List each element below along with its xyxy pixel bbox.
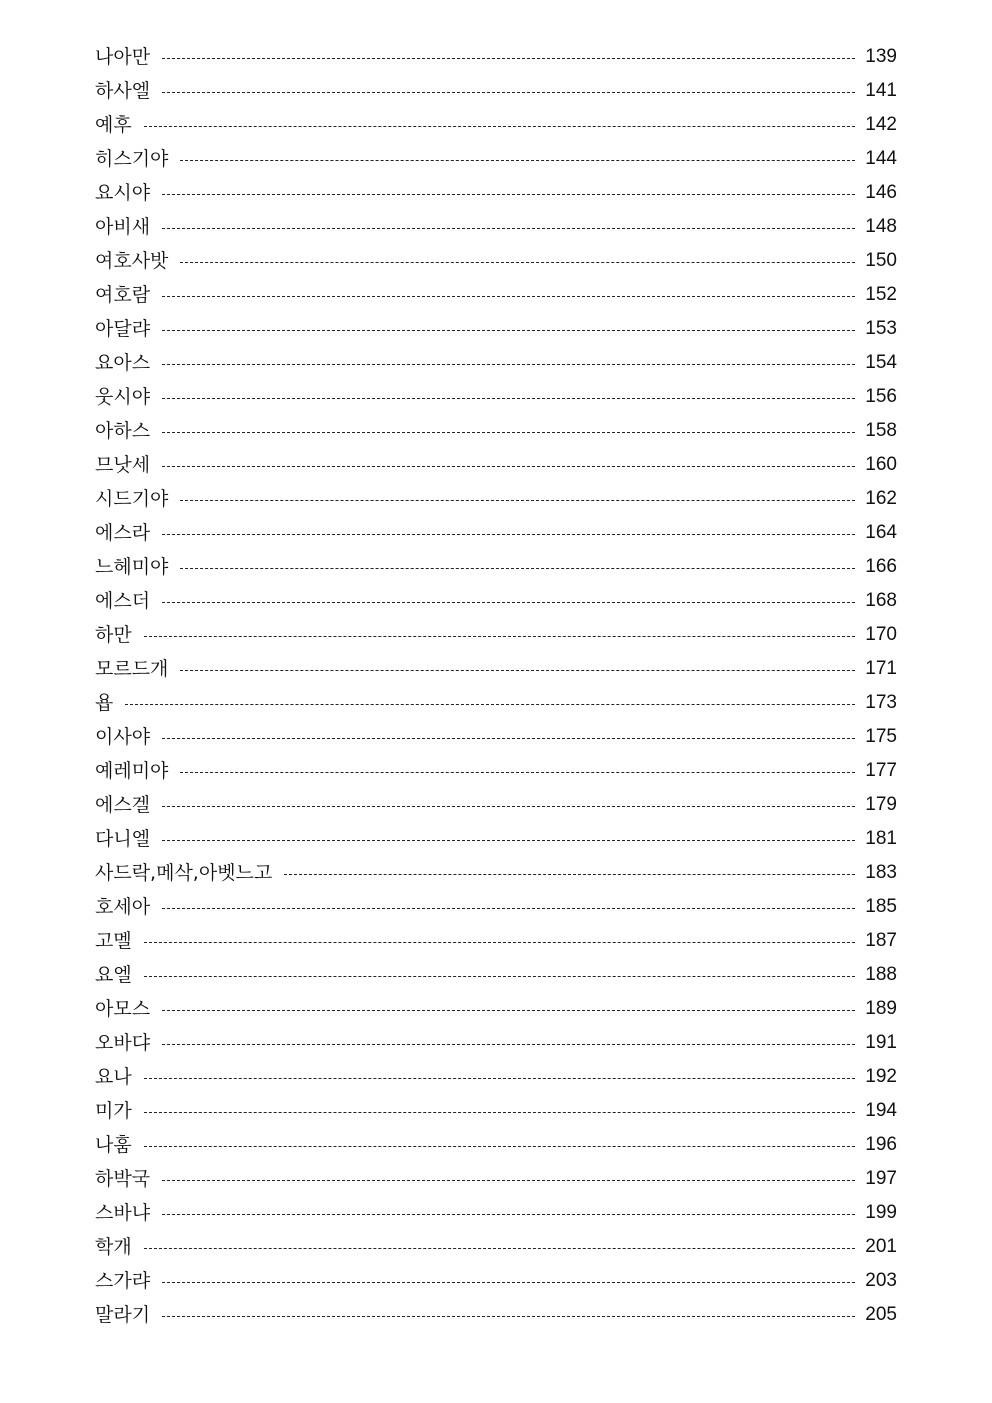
dotted-leader [162, 1282, 855, 1283]
toc-entry-page-number: 156 [865, 386, 897, 407]
toc-entry-page-number: 144 [865, 148, 897, 169]
toc-entry-title: 나아만 [95, 46, 151, 68]
dotted-leader [180, 262, 855, 263]
toc-entry[interactable] [95, 822, 897, 856]
toc-entry-page-number: 173 [865, 692, 897, 713]
dotted-leader [284, 874, 855, 875]
toc-entry[interactable] [95, 618, 897, 652]
dotted-leader [162, 1044, 855, 1045]
toc-entry-title: 에스더 [95, 590, 151, 612]
dotted-leader [144, 1248, 856, 1249]
toc-entry-title: 스바냐 [95, 1202, 151, 1224]
toc-entry[interactable] [95, 924, 897, 958]
toc-entry-title: 에스겔 [95, 794, 151, 816]
toc-entry[interactable] [95, 414, 897, 448]
toc-entry-title: 사드락,메삭,아벳느고 [95, 862, 273, 884]
dotted-leader [162, 296, 855, 297]
toc-entry[interactable] [95, 1026, 897, 1060]
toc-entry-title: 여호사밧 [95, 250, 169, 272]
toc-entry[interactable] [95, 1264, 897, 1298]
toc-entry-title: 히스기야 [95, 148, 169, 170]
toc-entry-title: 나훔 [95, 1134, 132, 1156]
toc-entry-page-number: 162 [865, 488, 897, 509]
dotted-leader [144, 126, 856, 127]
toc-entry[interactable] [95, 1060, 897, 1094]
dotted-leader [180, 670, 855, 671]
toc-entry[interactable] [95, 142, 897, 176]
toc-entry-title: 미가 [95, 1100, 132, 1122]
toc-entry[interactable] [95, 1128, 897, 1162]
toc-entry-page-number: 203 [865, 1270, 897, 1291]
toc-entry-page-number: 160 [865, 454, 897, 475]
toc-entry-page-number: 171 [865, 658, 897, 679]
dotted-leader [162, 1316, 855, 1317]
toc-entry[interactable] [95, 584, 897, 618]
toc-entry-title: 이사야 [95, 726, 151, 748]
toc-entry[interactable] [95, 380, 897, 414]
toc-entry[interactable] [95, 108, 897, 142]
toc-entry-title: 고멜 [95, 930, 132, 952]
toc-entry[interactable] [95, 1162, 897, 1196]
toc-entry-title: 시드기야 [95, 488, 169, 510]
toc-entry-page-number: 181 [865, 828, 897, 849]
toc-entry-page-number: 188 [865, 964, 897, 985]
toc-entry-page-number: 142 [865, 114, 897, 135]
toc-entry-title: 하사엘 [95, 80, 151, 102]
dotted-leader [162, 58, 855, 59]
toc-entry[interactable] [95, 550, 897, 584]
toc-entry-title: 아비새 [95, 216, 151, 238]
toc-entry-title: 요아스 [95, 352, 151, 374]
toc-entry-page-number: 150 [865, 250, 897, 271]
dotted-leader [162, 602, 855, 603]
toc-entry[interactable] [95, 788, 897, 822]
toc-entry[interactable] [95, 448, 897, 482]
dotted-leader [162, 92, 855, 93]
toc-entry-title: 말라기 [95, 1304, 151, 1326]
toc-entry-page-number: 170 [865, 624, 897, 645]
toc-entry-page-number: 194 [865, 1100, 897, 1121]
toc-entry-title: 요나 [95, 1066, 132, 1088]
toc-entry[interactable] [95, 278, 897, 312]
toc-entry-page-number: 139 [865, 46, 897, 67]
toc-entry[interactable] [95, 516, 897, 550]
toc-entry[interactable] [95, 40, 897, 74]
dotted-leader [144, 1078, 856, 1079]
toc-entry-title: 예후 [95, 114, 132, 136]
toc-entry[interactable] [95, 346, 897, 380]
toc-entry-page-number: 154 [865, 352, 897, 373]
toc-entry-title: 므낫세 [95, 454, 151, 476]
toc-entry-title: 에스라 [95, 522, 151, 544]
dotted-leader [144, 636, 856, 637]
toc-entry-title: 하박국 [95, 1168, 151, 1190]
toc-entry-title: 욥 [95, 692, 114, 714]
toc-entry-page-number: 166 [865, 556, 897, 577]
dotted-leader [162, 228, 855, 229]
toc-entry[interactable] [95, 856, 897, 890]
toc-entry[interactable] [95, 890, 897, 924]
toc-entry-page-number: 183 [865, 862, 897, 883]
dotted-leader [162, 806, 855, 807]
toc-entry[interactable] [95, 686, 897, 720]
dotted-leader [162, 1180, 855, 1181]
toc-entry-title: 웃시야 [95, 386, 151, 408]
toc-entry[interactable] [95, 992, 897, 1026]
toc-entry[interactable] [95, 754, 897, 788]
toc-entry-page-number: 185 [865, 896, 897, 917]
toc-entry[interactable] [95, 74, 897, 108]
dotted-leader [180, 772, 855, 773]
toc-entry-page-number: 196 [865, 1134, 897, 1155]
toc-entry-page-number: 141 [865, 80, 897, 101]
dotted-leader [162, 908, 855, 909]
toc-entry-title: 오바댜 [95, 1032, 151, 1054]
dotted-leader [144, 976, 856, 977]
toc-entry-page-number: 146 [865, 182, 897, 203]
toc-entry-title: 아모스 [95, 998, 151, 1020]
toc-entry[interactable] [95, 1298, 897, 1332]
toc-entry-page-number: 197 [865, 1168, 897, 1189]
dotted-leader [180, 160, 855, 161]
toc-entry-page-number: 152 [865, 284, 897, 305]
toc-entry[interactable] [95, 720, 897, 754]
toc-entry[interactable] [95, 958, 897, 992]
toc-entry-title: 느헤미야 [95, 556, 169, 578]
dotted-leader [162, 330, 855, 331]
toc-entry-page-number: 191 [865, 1032, 897, 1053]
dotted-leader [162, 534, 855, 535]
dotted-leader [180, 500, 855, 501]
dotted-leader [162, 466, 855, 467]
dotted-leader [144, 1146, 856, 1147]
toc-entry[interactable] [95, 652, 897, 686]
toc-entry-page-number: 187 [865, 930, 897, 951]
toc-entry[interactable] [95, 1094, 897, 1128]
toc-entry-title: 학개 [95, 1236, 132, 1258]
toc-entry-title: 여호람 [95, 284, 151, 306]
dotted-leader [144, 1112, 856, 1113]
toc-entry[interactable] [95, 176, 897, 210]
toc-entry-page-number: 192 [865, 1066, 897, 1087]
toc-entry[interactable] [95, 244, 897, 278]
dotted-leader [162, 1010, 855, 1011]
toc-entry-title: 예레미야 [95, 760, 169, 782]
toc-entry-page-number: 199 [865, 1202, 897, 1223]
toc-entry-page-number: 177 [865, 760, 897, 781]
toc-entry[interactable] [95, 1196, 897, 1230]
dotted-leader [162, 1214, 855, 1215]
toc-entry-title: 다니엘 [95, 828, 151, 850]
dotted-leader [162, 364, 855, 365]
toc-entry-title: 스가랴 [95, 1270, 151, 1292]
toc-entry-title: 모르드개 [95, 658, 169, 680]
toc-entry-title: 아달랴 [95, 318, 151, 340]
toc-entry-page-number: 158 [865, 420, 897, 441]
dotted-leader [162, 398, 855, 399]
toc-entry-title: 호세아 [95, 896, 151, 918]
toc-entry-page-number: 179 [865, 794, 897, 815]
dotted-leader [162, 432, 855, 433]
dotted-leader [125, 704, 855, 705]
toc-entry[interactable] [95, 482, 897, 516]
dotted-leader [180, 568, 855, 569]
toc-entry-title: 아하스 [95, 420, 151, 442]
toc-entry-page-number: 148 [865, 216, 897, 237]
toc-entry-page-number: 205 [865, 1304, 897, 1325]
dotted-leader [162, 738, 855, 739]
toc-entry-page-number: 164 [865, 522, 897, 543]
table-of-contents [95, 40, 897, 1332]
dotted-leader [162, 194, 855, 195]
dotted-leader [162, 840, 855, 841]
toc-entry-title: 하만 [95, 624, 132, 646]
toc-entry[interactable] [95, 312, 897, 346]
toc-entry-page-number: 168 [865, 590, 897, 611]
toc-entry-page-number: 201 [865, 1236, 897, 1257]
dotted-leader [144, 942, 856, 943]
toc-entry-page-number: 189 [865, 998, 897, 1019]
toc-entry-page-number: 175 [865, 726, 897, 747]
toc-entry[interactable] [95, 1230, 897, 1264]
toc-entry-title: 요시야 [95, 182, 151, 204]
toc-entry[interactable] [95, 210, 897, 244]
toc-entry-title: 요엘 [95, 964, 132, 986]
toc-entry-page-number: 153 [865, 318, 897, 339]
